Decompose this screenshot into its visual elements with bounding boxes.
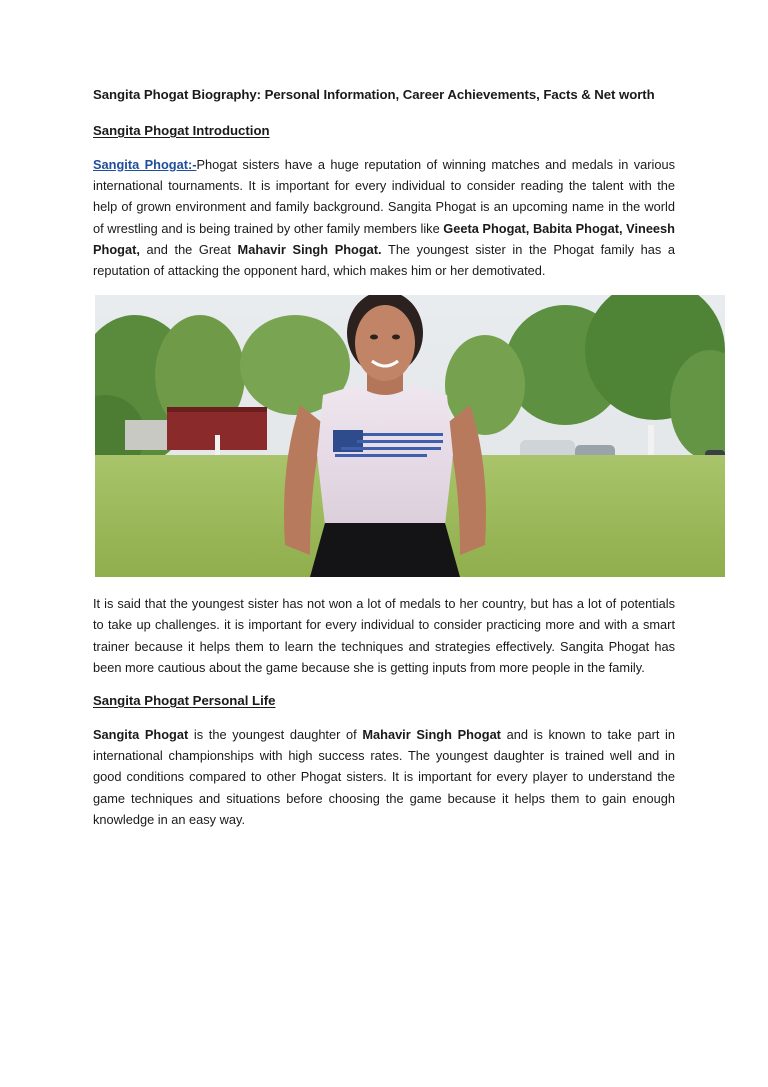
intro-bold-mahavir: Mahavir Singh Phogat. [237, 241, 382, 257]
personal-bold-sangita: Sangita Phogat [93, 727, 189, 743]
personal-bold-mahavir: Mahavir Singh Phogat [362, 727, 501, 743]
personal-text-1: is the youngest daughter of [188, 727, 363, 743]
document-body [93, 86, 675, 844]
intro-bold-names: Geeta Phogat, Babita Phogat, Vineesh Phogat, [93, 220, 675, 257]
wrestler-photo [95, 295, 725, 577]
personal-life-paragraph [93, 724, 675, 830]
intro-text-3: The youngest sister in the Phogat family has a reputation of attacking the opponent hard, which makes him or her demotivated. [93, 241, 675, 279]
personal-text-2: and is known to take part in international championships with high success rates. The youngest daughter is trained well and in good conditions compared to other Phogat sisters. It is important for every player to understand the game techniques and situations before choosing the game because it helps them to gain enough knowledge in an easy way. [93, 727, 676, 827]
intro-heading: Sangita Phogat Introduction [93, 123, 270, 138]
intro-paragraph [93, 154, 675, 281]
sangita-phogat-link[interactable]: Sangita Phogat [93, 157, 188, 172]
personal-life-heading: Sangita Phogat Personal Life [93, 693, 276, 709]
paragraph-2: It is said that the youngest sister has not won a lot of medals to her country, but has a lot of potentials to take up challenges. it is important for every individual to consider practicing more and with a smart trainer because it helps them to learn the techniques and strategies effectively. Sangita Phogat has been more cautious about the game because she is getting inputs from more people in the family. [93, 596, 675, 675]
document-title: Sangita Phogat Biography: Personal Information, Career Achievements, Facts & Net worth [93, 87, 655, 102]
intro-text-2: and the Great [139, 241, 238, 257]
link-suffix[interactable]: :- [187, 157, 197, 172]
intro-text-1: Phogat sisters have a huge reputation of winning matches and medals in various international tournaments. It is important for every individual to consider reading the talent with the help of grown environment and family background. Sangita Phogat is an upcoming name in the world of wrestling and is being trained by other family members like [93, 157, 676, 236]
